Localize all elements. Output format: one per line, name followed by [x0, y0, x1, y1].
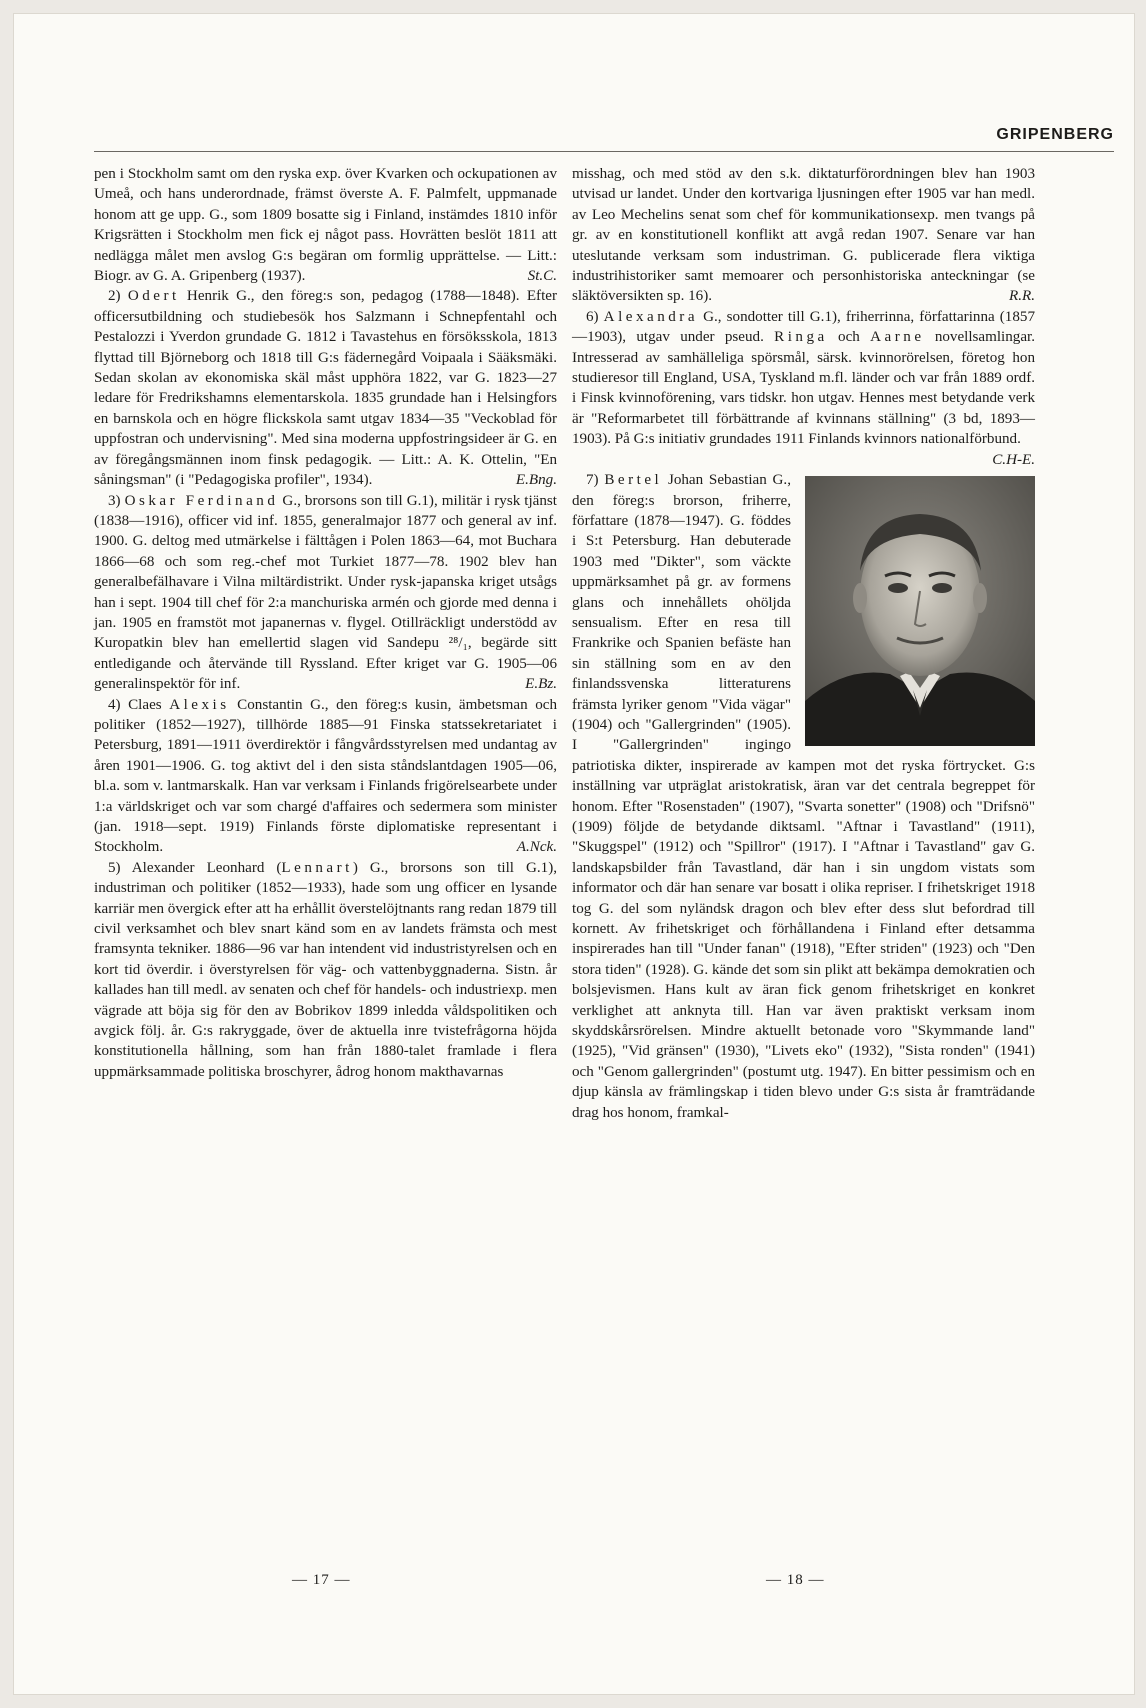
author-signature: E.Bz. [525, 676, 557, 693]
left-column [94, 164, 557, 1082]
entry-name: Bertel [604, 472, 663, 489]
author-signature: E.Bng. [515, 472, 557, 489]
entry-name: Lennart [281, 859, 353, 876]
entry-name: Odert [127, 288, 180, 305]
entry-4-alexis [94, 695, 557, 858]
entry-name: Alexis [169, 696, 230, 713]
portrait-photo [805, 476, 1035, 746]
entry-number: 2) [108, 288, 128, 305]
author-signature: A.Nck. [516, 839, 557, 856]
pseudonym: Aarne [870, 329, 925, 346]
entry-name: Alexandra [603, 308, 699, 325]
header-rule [94, 151, 1114, 152]
entry-text: G., brorsons son till G.1), militär i rysk tjänst (1838—1916), officer vid inf. 1855, generalmajor 1877 och general av inf. 1900. G. deltog med utmärkelse i fälttågen i Polen 1863—64, mot Buchara 1866—68 och som reg.-chef mot Turkiet 1877—78. 1902 blev han generalbefälhavare i Vilna miltärdistrikt. Under rysk-japanska kriget utsågs han i sept. 1904 till chef för 2:a manchuriska armén och gjorde med denna i jan. 1905 en framstöt mot japanernas v. flygel. Otillräckligt understödd av Kuropatkin blev han emellertid slagen vid Sandepu ²⁸/₁, begärde sitt entledigande och återvände till Ryssland. Efter kriget var G. 1905—06 generalinspektör för inf. [94, 492, 557, 693]
entry-text: pen i Stockholm samt om den ryska exp. över Kvarken och ockupationen av Umeå, och hans underordnade, främst överste A. F. Palmfelt, uppmanade honom att ge upp. G., som 1809 bosatte sig i Finland, instämdes 1810 inför Krigsrätten i Stockholm men fick ej något pass. Hovrätten beslöt 1811 att nedlägga målet men avslog G:s begäran om formlig upprättelse. — Litt.: Biogr. av G. A. Gripenberg (1937). [94, 166, 557, 285]
entry-text: Henrik G., den föreg:s son, pedagog (1788—1848). Efter officersutbildning och studiebesök hos Salzmann i Schnepfentahl och Pestalozzi i Yverdon grundade G. 1812 i Tavastehus en försöksskola, 1813 flyttad till Björneborg och 1818 till G:s fädernegård Voipaala i Sääksmäki. Sedan skolan av ekonomiska skäl måst upphöra 1822, var G. 1823—27 ledare för Fredrikshamns elementarskola. 1835 grundade han i Helsingfors en barnskola och en högre flickskola samt utgav 1834—35 "Veckoblad för uppfostran och undervisning". Med sina moderna uppfostringsideer är G. en av föregångsmännen inom finsk pedagogik. — Litt.: A. K. Ottelin, "En såningsman" (i "Pedagogiska profiler", 1934). [94, 288, 557, 489]
entry-5-lennart [94, 858, 557, 1082]
entry-text: Johan Sebastian G., den föreg:s brorson, friherre, författare (1878—1947). G. föddes i S:t Petersburg. Han debuterade 1903 med "Dikter", som väckte uppmärksamhet på gr. av formens glans och innehållets ohöljda sensualism. Efter en resa till Frankrike och Spanien befäste han sin ställning som en av den finlandssvenska litteraturens främsta lyriker genom "Vida vägar" (1904) och "Gallergrinden" (1905). I "Gallergrinden" ingingo patriotiska dikter, inspirerade av kampen mot det ryska förtrycket. G:s inställning var utpräglat aristokratisk, äran var det centrala begreppet för honom. Efter "Rosenstaden" (1907), "Svarta sonetter" (1908) och "Drifsnö" (1909) följde de betydande diktsaml. "Aftnar i Tavastland" (1911), "Skuggspel" (1912) och "Spillror" (1917). I "Aftnar i Tavastland" gav G. landskapsbilder från Tavastland, där han i sin ungdom vistats som informator och där han senare var bosatt i olika repriser. I frihetskriget 1918 tog G. del som nyländsk dragon och blev efter dess slut befordrad till kornett. Av frihetskriget och förhållandena i Finland efter detsamma inspirerades han till "Under fanan" (1918), "Efter striden" (1923) och "Den stora tiden" (1928). G. kände det som sin plikt att bekämpa demokratien och bolsjevismen. Hans kult av äran fick genom frihetskriget en konkret verklighet att anknyta till. Han var även praktiskt verksam inom skyddskårsrörelsen. Mindre aktuellt betonade voro "Skymmande land" (1925), "Vid gränsen" (1930), "Livets eko" (1932), "Sista ronden" (1941) och "Genom gallergrinden" (postumt utg. 1947). En bitter pessimism och en djup känsla av främlingskap i tiden blevo under G:s sista år framträdande drag hos honom, framkal- [572, 472, 1035, 1121]
portrait-image [805, 476, 1035, 746]
entry-text: Constantin G., den föreg:s kusin, ämbetsman och politiker (1852—1927), tillhörde 1885—91 Finska statssekretariatet i Petersburg, 1891—1911 överdirektör i fångvårdsstyrelsen med undantag av åren 1901—1906. G. tog aktivt del i den sista ståndslantdagen 1905—06, bl.a. som v. lantmarskalk. Han var verksam i Finlands frigörelsearbete under 1:a världskriget och var som chargé d'affaires och sedermera som minister (jan. 1918—sept. 1919) Finlands förste diplomatiske representant i Stockholm. [94, 696, 557, 856]
entry-3-oskar-ferdinand [94, 491, 557, 695]
entry-number: 4) Claes [108, 696, 170, 713]
entry-number: 3) [108, 492, 125, 509]
entry-2-odert [94, 286, 557, 490]
author-signature: St.C. [527, 268, 557, 285]
page-number-right: — 18 — [766, 1572, 825, 1588]
entry-6-alexandra [572, 307, 1035, 470]
book-spread [14, 14, 1134, 1694]
entry-5-continuation [572, 164, 1035, 307]
entry-text: och [827, 329, 871, 346]
entry-text: novellsamlingar. Intresserad av samhälleliga spörsmål, särsk. kvinnorörelsen, företog hon studieresor till England, USA, Tyskland m.fl. länder och var från 1889 ordf. i Finsk kvinnoförening, vars tidskr. hon utgav. Hennes mest betydande verk är "Reformarbetet till förbättrande af kvinnans ställning" (3 bd, 1893—1903). På G:s initiativ grundades 1911 Finlands kvinnors nationalförbund. [572, 329, 1036, 448]
running-head: GRIPENBERG [996, 126, 1114, 143]
author-signature: R.R. [1009, 288, 1035, 305]
entry-1-continuation [94, 164, 557, 286]
right-column [572, 164, 1035, 1123]
entry-text: misshag, och med stöd av den s.k. diktaturförordningen blev han 1903 utvisad ur landet. Under den kortvariga ljusningen efter 1905 var han medl. av Leo Mechelins senat som chef för kommunikationsexp. men tvangs på gr. av en konstitutionell konflikt att avgå redan 1907. Senare var han uteslutande verksam som industriman. G. publicerade flera viktiga industrihistoriker samt memoarer och personhistoriska anteckningar (se släktöversikten sp. 16). [572, 166, 1035, 305]
entry-name: Oskar Ferdinand [124, 492, 279, 509]
entry-number: 5) Alexander Leonhard ( [108, 859, 282, 876]
page-number-left: — 17 — [292, 1572, 351, 1588]
entry-text: G., sondotter till G.1), friherrinna, författarinna (1857—1903), utgav under pseud. [572, 308, 1035, 346]
entry-number: 6) [586, 308, 604, 325]
entry-number: 7) [586, 472, 605, 489]
author-signature: C.H-E. [992, 451, 1035, 468]
pseudonym: Ringa [774, 329, 828, 346]
entry-text: ) G., brorsons son till G.1), industriman och politiker (1852—1933), hade som ung officer en lysande karriär men övergick efter att ha erhållit överstelöjtnants rang redan 1879 till civil verksamhet och blev snart känd som en av landets främsta och mest framsynta tekniker. 1886—96 var han intendent vid industristyrelsen och en kort tid överdir. i överstyrelsen för väg- och vattenbyggnaderna. Sistn. år kallades han till medl. av senaten och chef för handels- och industriexp. men vägrade att böja sig för den av Bobrikov 1899 inledda våldspolitiken och avgick följ. år. G:s rakryggade, över de aktuella inre tvistefrågorna höjda konstitutionella hållning, som han från 1880-talet framlade i flera uppmärksammade politiska broschyrer, ådrog honom makthavarnas [94, 859, 558, 1080]
